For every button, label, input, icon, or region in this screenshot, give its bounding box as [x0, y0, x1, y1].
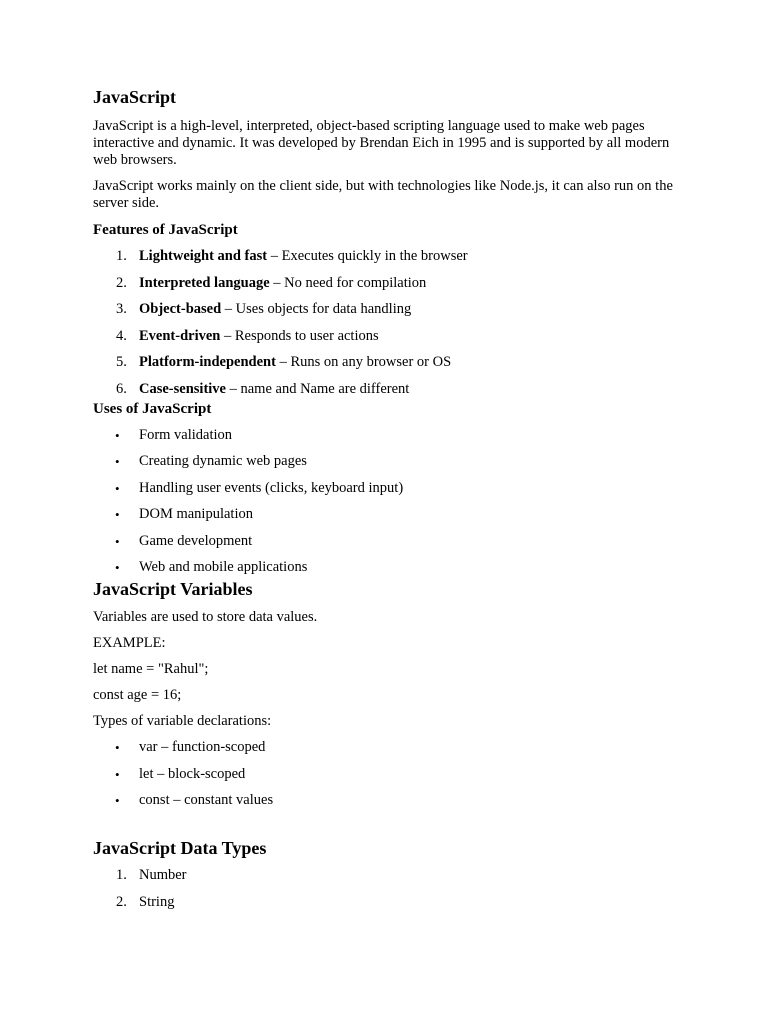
intro-paragraph-1: JavaScript is a high-level, interpreted, object-based scripting language used to make web pages interactive and dynamic. It was developed by Brendan Eich in 1995 and is supported by all modern web browsers.	[93, 118, 670, 168]
feature-desc: – Responds to user actions	[220, 327, 379, 344]
bullet-icon: •	[115, 454, 120, 469]
feature-number: 6.	[116, 380, 127, 397]
use-item-label: Web and mobile applications	[139, 559, 308, 575]
datatypes-list	[93, 867, 673, 920]
feature-item	[93, 248, 673, 275]
variable-type-label: const – constant values	[139, 792, 274, 808]
feature-number: 5.	[116, 354, 127, 370]
use-item	[93, 559, 673, 578]
use-item	[93, 506, 673, 533]
feature-number: 4.	[116, 327, 127, 344]
variable-type-item	[93, 739, 673, 766]
bullet-icon: •	[115, 740, 120, 755]
intro-paragraph-2: JavaScript works mainly on the client side, but with technologies like Node.js, it can also run on the server side.	[93, 178, 673, 211]
variables-heading: JavaScript Variables	[93, 579, 253, 599]
use-item-label: DOM manipulation	[139, 506, 253, 522]
feature-desc: – Runs on any browser or OS	[275, 354, 452, 370]
feature-term: Lightweight and fast	[139, 248, 268, 264]
code-line-2: const age = 16;	[93, 687, 182, 703]
features-list	[93, 248, 673, 400]
use-item	[93, 533, 673, 560]
feature-term: Object-based	[139, 301, 222, 317]
types-label: Types of variable declarations:	[93, 713, 272, 729]
feature-item	[93, 301, 673, 328]
features-heading: Features of JavaScript	[93, 222, 238, 238]
bullet-icon: •	[115, 427, 120, 443]
bullet-icon: •	[115, 793, 120, 808]
variable-type-label: var – function-scoped	[139, 739, 266, 755]
variable-type-label: let – block-scoped	[139, 765, 246, 782]
bullet-icon: •	[115, 533, 120, 549]
datatype-number: 2.	[116, 893, 127, 910]
datatype-number: 1.	[116, 867, 127, 883]
datatype-item	[93, 894, 673, 921]
feature-item	[93, 381, 673, 400]
bullet-icon: •	[115, 560, 120, 575]
feature-number: 2.	[116, 274, 127, 291]
feature-desc: – name and Name are different	[226, 380, 410, 397]
datatypes-heading: JavaScript Data Types	[93, 838, 267, 858]
page-title: JavaScript	[93, 87, 176, 107]
feature-term: Event-driven	[139, 327, 221, 344]
use-item-label: Form validation	[139, 426, 233, 443]
feature-item	[93, 328, 673, 355]
datatype-label: Number	[139, 867, 187, 883]
use-item-label: Creating dynamic web pages	[139, 453, 307, 469]
bullet-icon: •	[115, 766, 120, 782]
use-item-label: Game development	[139, 532, 253, 549]
uses-heading: Uses of JavaScript	[93, 400, 212, 417]
code-line-1: let name = "Rahul";	[93, 661, 209, 677]
example-label: EXAMPLE:	[93, 635, 166, 651]
variable-type-item	[93, 792, 673, 811]
use-item	[93, 427, 673, 454]
bullet-icon: •	[115, 480, 120, 496]
feature-number: 1.	[116, 248, 127, 264]
feature-desc: – Uses objects for data handling	[221, 301, 412, 317]
feature-desc: – No need for compilation	[269, 274, 427, 291]
feature-term: Case-sensitive	[139, 380, 226, 397]
datatype-label: String	[139, 893, 175, 910]
datatype-item	[93, 867, 673, 894]
feature-number: 3.	[116, 301, 127, 317]
feature-term: Platform-independent	[139, 354, 276, 370]
use-item-label: Handling user events (clicks, keyboard input)	[139, 479, 404, 496]
feature-desc: – Executes quickly in the browser	[267, 248, 468, 264]
use-item	[93, 480, 673, 507]
document-page	[93, 86, 673, 920]
feature-item	[93, 354, 673, 381]
use-item	[93, 453, 673, 480]
bullet-icon: •	[115, 507, 120, 522]
variable-types-list	[93, 739, 673, 811]
variable-type-item	[93, 766, 673, 793]
feature-term: Interpreted language	[139, 274, 270, 291]
uses-list	[93, 427, 673, 579]
variables-description: Variables are used to store data values.	[93, 609, 318, 625]
feature-item	[93, 275, 673, 302]
